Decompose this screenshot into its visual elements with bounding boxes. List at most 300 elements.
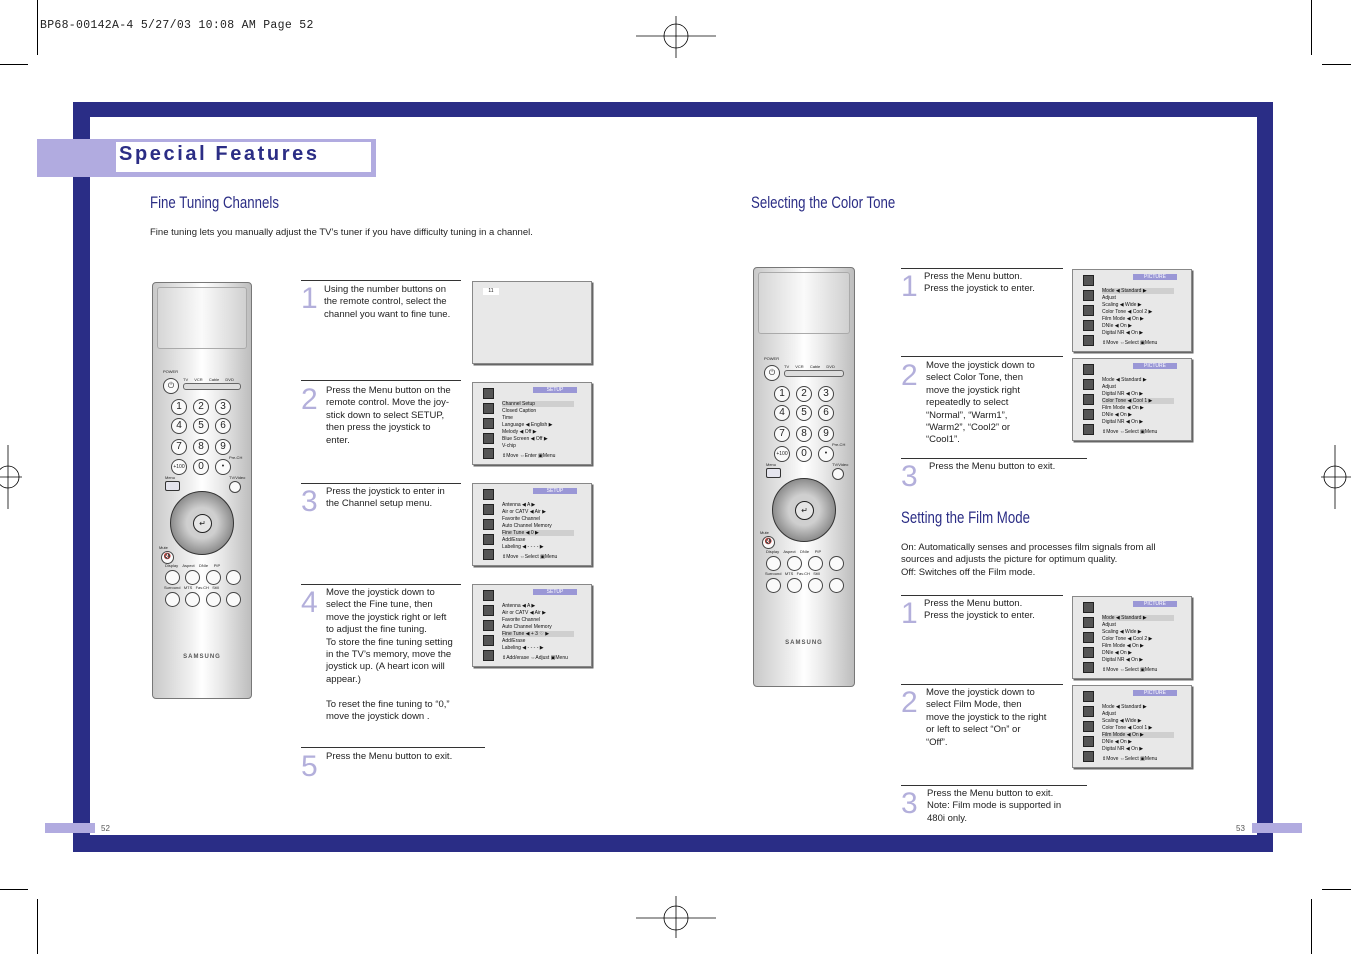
remote-power-label: POWER [163,369,179,374]
crop-mark [0,64,28,65]
registration-mark-icon [0,445,22,509]
mute-label: Mute [159,545,168,550]
text-line: Note: Film mode is supported in [927,800,1062,812]
section-title: Special Features [119,143,320,165]
menu-row: Auto Channel Memory [502,523,552,529]
menu-row: Melody ◀ Off ▶ [502,429,537,435]
function-labels-row2 [765,571,820,576]
step-number: 2 [901,359,918,392]
color-step-1-text [924,271,1035,296]
menu-row: Adjust [1102,711,1116,717]
menu-row: Mode ◀ Standard ▶ [1102,615,1174,621]
digit-9-button[interactable]: 9 [215,439,231,455]
text-line: Move the joystick down to [326,587,435,598]
heading-film-mode: Setting the Film Mode [901,508,1030,527]
menu-category-icon [1083,602,1094,613]
step-number: 2 [301,383,318,416]
menu-row: Color Tone ◀ Cool 1 ▶ [1102,398,1174,404]
text-line: Press the joystick to enter in [326,486,445,497]
step-number: 4 [301,586,318,619]
samsung-logo: SAMSUNG [785,640,823,646]
step-3-text [326,486,445,511]
text-line: Press the Menu button to exit. [326,751,453,762]
display-label: Display [165,563,179,568]
pre-ch-button[interactable]: • [818,446,834,462]
tv-screen-film-mode [1072,685,1192,768]
menu-row: Film Mode ◀ On ▶ [1102,405,1144,411]
fav-ch-label: Fav.CH [796,571,810,576]
text-line: “Normal”, “Warm1”, [926,409,1008,421]
menu-header: PICTURE [1133,363,1177,369]
color-step-3-text [929,461,1055,473]
menu-row: Add/Erase [502,537,526,543]
tv-video-button[interactable] [832,468,844,480]
joystick-pad[interactable] [170,491,234,555]
menu-label: Menu [165,475,176,480]
menu-category-icon [483,504,494,515]
step-rule [901,268,1063,269]
step-rule [901,356,1063,357]
menu-row: Fine Tune ◀ + 3 ♡ ▶ [502,631,574,637]
menu-category-icon [483,433,494,444]
source-labels [784,364,835,369]
text-line: in the TV’s memory, move the [326,649,452,661]
film-step-1-text [924,598,1035,623]
menu-row: Adjust [1102,384,1116,390]
digit-6-button[interactable]: 6 [215,418,231,434]
menu-header: PICTURE [1133,274,1177,280]
joystick-pad[interactable] [772,478,836,542]
step-5-text [326,751,452,763]
menu-row: Color Tone ◀ Cool 2 ▶ [1102,636,1153,642]
crop-mark [37,899,38,954]
digit-3-button[interactable]: 3 [215,399,231,415]
tv-label: TV [183,377,189,382]
aspect-button[interactable] [787,556,802,571]
menu-footer: ⇕Move ⇔Select ▣Menu [502,554,558,560]
tv-screen-picture-menu [1072,596,1192,679]
menu-row: Digital NR ◀ On ▶ [1102,657,1144,663]
dvd-label: DVD [826,364,835,369]
menu-row: Fine Tune ◀ 0 ▶ [502,530,574,536]
text-line: select the Fine tune, then [326,599,433,611]
menu-row: Favorite Channel [502,617,541,623]
fav-ch-button[interactable] [808,578,823,593]
menu-row: Film Mode ◀ On ▶ [1102,732,1174,738]
source-labels [183,377,234,382]
text-line: Press the Menu button to exit. [929,461,1056,472]
joystick-enter-icon[interactable]: ↵ [193,514,212,533]
text-line: Press the Menu button. [924,598,1023,609]
digit-6-button[interactable]: 6 [818,405,834,421]
digit-2-button[interactable]: 2 [193,399,209,415]
digit-4-button[interactable]: 4 [774,405,790,421]
step-rule [901,458,1087,459]
surround-button[interactable] [766,578,781,593]
digit-8-button[interactable]: 8 [193,439,209,455]
aspect-button[interactable] [185,570,200,585]
remote-control-image [152,282,252,699]
menu-category-icon [483,448,494,459]
aspect-label: Aspect [783,549,796,554]
display-label: Display [766,549,780,554]
aspect-label: Aspect [182,563,195,568]
step-rule [301,747,485,748]
text-line: “Off”. [926,736,948,748]
dnie-label: DNIe [199,563,209,568]
still-label: Still [813,571,820,576]
step-2-text [326,385,451,447]
step-rule [901,785,1087,786]
menu-row: Scaling ◀ Wide ▶ [1102,629,1142,635]
display-button[interactable] [766,556,781,571]
tv-screen-color-tone [1072,358,1192,441]
remote-top-panel [758,272,850,334]
menu-category-icon [1083,320,1094,331]
menu-header: SETUP [533,488,577,494]
menu-row: Mode ◀ Standard ▶ [1102,704,1147,710]
mute-button[interactable]: 🔇 [762,536,775,549]
menu-category-icon [1083,290,1094,301]
menu-category-icon [1083,335,1094,346]
menu-row: Mode ◀ Standard ▶ [1102,377,1147,383]
menu-row: Digital NR ◀ On ▶ [1102,419,1144,425]
menu-row: Digital NR ◀ On ▶ [1102,330,1144,336]
remote-power-label: POWER [764,356,780,361]
menu-category-icon [1083,736,1094,747]
page-number-left: 52 [101,824,110,833]
function-labels-row1 [165,563,220,568]
menu-row: Color Tone ◀ Cool 2 ▶ [1102,309,1153,315]
menu-category-icon [1083,706,1094,717]
source-selector[interactable] [183,383,241,390]
menu-row: Air or CATV ◀ Air ▶ [502,610,546,616]
menu-row: Time [502,415,513,421]
menu-footer: ⇕Move ⇔Select ▣Menu [1102,756,1158,762]
text-line: move the joystick right or left [326,611,447,623]
menu-header: PICTURE [1133,601,1177,607]
cable-label: Cable [208,377,220,382]
text-line: enter. [326,434,350,446]
mute-label: Mute [760,530,769,535]
surround-label: Surround [164,585,181,590]
step-number: 1 [901,270,918,303]
text-line: move the joystick right [926,384,1020,396]
step-number: 1 [301,282,318,315]
menu-row: Scaling ◀ Wide ▶ [1102,302,1142,308]
vcr-label: VCR [194,377,203,382]
dnie-label: DNIe [800,549,810,554]
text-line: channel you want to fine tune. [324,308,451,320]
step-rule [901,595,1063,596]
pip-button[interactable] [226,570,241,585]
step-number: 1 [901,597,918,630]
step-number: 3 [901,787,918,820]
film-step-3-text [927,788,1061,825]
mts-label: MTS [183,585,193,590]
menu-category-icon [483,403,494,414]
registration-mark-icon [636,896,716,938]
remote-control-image [753,267,855,687]
menu-icon-column [1083,275,1093,350]
step-number: 5 [301,750,318,783]
surround-label: Surround [765,571,782,576]
text-line: repeatedly to select [926,397,1009,409]
menu-footer: ⇕Move ⇔Enter ▣Menu [502,453,556,459]
film-step-2-text [926,687,1046,749]
plus100-button[interactable]: +100 [171,459,187,475]
menu-row: Auto Channel Memory [502,624,552,630]
digit-8-button[interactable]: 8 [796,426,812,442]
menu-row: Blue Screen ◀ Off ▶ [502,436,548,442]
print-slug: BP68-00142A-4 5/27/03 10:08 AM Page 52 [40,19,314,32]
step-rule [301,280,461,281]
menu-button[interactable] [766,468,781,478]
registration-mark-icon [636,16,716,58]
crop-mark [1322,889,1351,890]
step-number: 2 [901,686,918,719]
text-line: Move the joystick down to [926,360,1035,371]
text-line: stick down to select SETUP, [326,409,445,421]
menu-category-icon [483,620,494,631]
digit-3-button[interactable]: 3 [818,386,834,402]
tv-screen-channel-setup [472,483,592,566]
text-line: On: Automatically senses and processes film signals from all [901,542,1156,553]
crop-mark [1311,0,1312,55]
heading-fine-tuning: Fine Tuning Channels [150,193,280,212]
text-line: sources and adjusts the picture for optimum quality. [901,554,1118,566]
pre-ch-button[interactable]: • [215,459,231,475]
tv-label: TV [784,364,790,369]
tv-video-label: TV/Video [832,462,849,467]
menu-row: Add/Erase [502,638,526,644]
menu-row: V-chip [502,443,516,449]
power-button[interactable]: ⏻ [163,378,179,394]
menu-button[interactable] [165,481,180,491]
dnie-button[interactable] [206,570,221,585]
text-line: to adjust the fine tuning. [326,624,427,636]
menu-row: Labeling ◀ - - - - ▶ [502,645,544,651]
menu-footer: ⇕Move ⇔Select ▣Menu [1102,429,1158,435]
step-1-text [324,284,450,321]
crop-mark [0,889,28,890]
menu-footer: ⇕Move ⇔Select ▣Menu [1102,667,1158,673]
menu-category-icon [1083,424,1094,435]
digit-2-button[interactable]: 2 [796,386,812,402]
menu-row: DNIe ◀ On ▶ [1102,739,1132,745]
digit-9-button[interactable]: 9 [818,426,834,442]
menu-row: Adjust [1102,622,1116,628]
menu-row: Labeling ◀ - - - - ▶ [502,544,544,550]
fav-ch-button[interactable] [206,592,221,607]
menu-icon-column [1083,691,1093,766]
step-rule [901,684,1063,685]
step-number: 3 [301,485,318,518]
tv-screen-fine-tune [472,584,592,667]
digit-1-button[interactable]: 1 [171,399,187,415]
step-rule [301,380,461,381]
text-line: Press the Menu button to exit. [927,788,1054,799]
text-line: appear.) [326,673,361,685]
function-labels-row1 [766,549,821,554]
text-line: Press the Menu button on the [326,385,451,396]
menu-category-icon [1083,617,1094,628]
menu-category-icon [483,650,494,661]
menu-icon-column [483,489,493,564]
step-rule [301,584,461,585]
digit-0-button[interactable]: 0 [796,446,812,462]
samsung-logo: SAMSUNG [183,654,221,660]
menu-category-icon [483,635,494,646]
menu-category-icon [1083,275,1094,286]
text-line: “Warm2”, “Cool2” or [926,422,1011,434]
menu-row: Digital NR ◀ On ▶ [1102,746,1144,752]
fine-tuning-intro: Fine tuning lets you manually adjust the TV’s tuner if you have difficulty tuning in a channel. [150,227,533,238]
menu-row: Film Mode ◀ On ▶ [1102,316,1144,322]
menu-category-icon [483,549,494,560]
text-line: “Cool1”. [926,434,960,446]
menu-row: Channel Setup [502,401,574,407]
menu-row: DNIe ◀ On ▶ [1102,323,1132,329]
menu-label: Menu [766,462,777,467]
menu-category-icon [483,489,494,500]
menu-category-icon [1083,647,1094,658]
dnie-button[interactable] [808,556,823,571]
text-line: select Film Mode, then [926,699,1022,711]
page-tab-left [45,823,95,833]
still-button[interactable] [829,578,844,593]
pip-label: PIP [213,563,221,568]
remote-top-panel [157,287,247,349]
menu-category-icon [483,388,494,399]
menu-row: Color Tone ◀ Cool 1 ▶ [1102,725,1153,731]
plus100-button[interactable]: +100 [774,446,790,462]
surround-button[interactable] [165,592,180,607]
menu-header: PICTURE [1133,690,1177,696]
tv-screen-picture-menu [1072,269,1192,352]
text-line [326,686,453,698]
menu-category-icon [1083,364,1094,375]
menu-icon-column [483,590,493,665]
step-rule [301,483,461,484]
text-line: Press the Menu button. [924,271,1023,282]
display-button[interactable] [165,570,180,585]
menu-icon-column [1083,364,1093,439]
mts-label: MTS [784,571,794,576]
text-line: 480i only. [927,812,967,824]
crop-mark [1311,899,1312,954]
tv-screen-channel [472,281,592,364]
step-4-text [326,587,453,723]
fav-ch-label: Fav.CH [195,585,209,590]
menu-row: Language ◀ English ▶ [502,422,553,428]
pre-ch-label: Pre-CH [832,442,846,447]
page-number-right: 53 [1236,824,1245,833]
menu-category-icon [483,605,494,616]
menu-category-icon [1083,394,1094,405]
text-line: Off: Switches off the Film mode. [901,566,1036,578]
menu-icon-column [1083,602,1093,677]
text-line: move the joystick down . [326,711,430,723]
menu-icon-column [483,388,493,463]
digit-7-button[interactable]: 7 [774,426,790,442]
digit-1-button[interactable]: 1 [774,386,790,402]
menu-category-icon [1083,632,1094,643]
text-line: joystick up. (A heart icon will [326,661,445,673]
cable-label: Cable [809,364,821,369]
menu-row: Closed Caption [502,408,537,414]
menu-category-icon [483,418,494,429]
text-line: the remote control, select the [324,296,447,308]
mts-button[interactable] [185,592,200,607]
text-line: Press the joystick to enter. [924,610,1035,622]
digit-5-button[interactable]: 5 [193,418,209,434]
menu-category-icon [1083,379,1094,390]
mts-button[interactable] [787,578,802,593]
step-number: 3 [901,460,918,493]
text-line: Using the number buttons on [324,284,446,295]
pre-ch-label: Pre-CH [229,455,243,460]
text-line: Press the joystick to enter. [924,283,1035,295]
joystick-enter-icon[interactable]: ↵ [795,501,814,520]
menu-category-icon [1083,305,1094,316]
menu-category-icon [483,534,494,545]
power-button[interactable]: ⏻ [764,365,780,381]
digit-4-button[interactable]: 4 [171,418,187,434]
menu-category-icon [1083,691,1094,702]
pip-button[interactable] [829,556,844,571]
digit-5-button[interactable]: 5 [796,405,812,421]
menu-row: DNIe ◀ On ▶ [1102,412,1132,418]
text-line: move the joystick to the right [926,711,1047,723]
still-button[interactable] [226,592,241,607]
menu-category-icon [1083,751,1094,762]
digit-0-button[interactable]: 0 [193,459,209,475]
tv-video-button[interactable] [229,481,241,493]
heading-color-tone: Selecting the Color Tone [751,193,896,212]
menu-row: Adjust [1102,295,1116,301]
menu-category-icon [483,590,494,601]
menu-footer: ⇕Move ⇔Select ▣Menu [1102,340,1158,346]
menu-footer: ⇕Add/erase ⇔Adjust ▣Menu [502,655,568,661]
menu-row: DNIe ◀ On ▶ [1102,650,1132,656]
menu-row: Favorite Channel [502,516,541,522]
menu-category-icon [1083,662,1094,673]
crop-mark [1322,64,1351,65]
text-line: or left to select “On” or [926,724,1021,736]
text-line: To store the fine tuning setting [326,636,453,648]
color-step-2-text [926,360,1035,447]
source-selector[interactable] [784,370,844,377]
text-line: remote control. Move the joy- [326,397,450,409]
film-mode-intro [901,542,1156,579]
menu-row: Mode ◀ Standard ▶ [1102,288,1174,294]
channel-number: 11 [483,288,499,295]
text-line: Move the joystick down to [926,687,1035,698]
digit-7-button[interactable]: 7 [171,439,187,455]
mute-button[interactable]: 🔇 [161,551,174,564]
text-line: select Color Tone, then [926,372,1023,384]
vcr-label: VCR [795,364,804,369]
menu-category-icon [483,519,494,530]
page-tab-right [1252,823,1302,833]
text-line: To reset the fine tuning to “0,” [326,698,450,710]
tv-video-label: TV/Video [229,475,246,480]
menu-row: Scaling ◀ Wide ▶ [1102,718,1142,724]
registration-mark-icon [1321,445,1351,509]
function-labels-row2 [164,585,219,590]
text-line: the Channel setup menu. [326,498,433,510]
